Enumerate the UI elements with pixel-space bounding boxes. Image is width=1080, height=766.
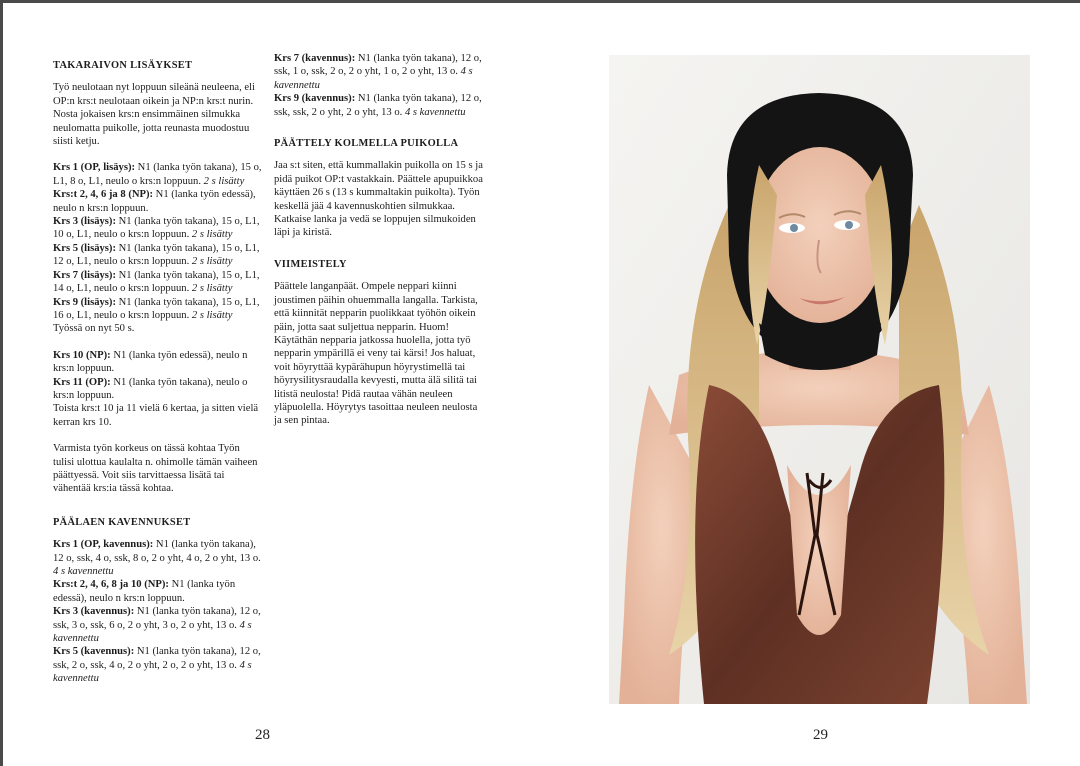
pattern-row: Krs 1 (OP, kavennus): N1 (lanka työn takana), 12 o, ssk, 4 o, ssk, 8 o, 2 o yht, 4 o, 2 o yht, 13 o. 4 s kavennettu bbox=[53, 539, 261, 577]
book-spread bbox=[3, 3, 1080, 766]
page-number-left: 28 bbox=[255, 727, 270, 743]
section-heading-paalaki: PÄÄLAEN KAVENNUKSET bbox=[53, 516, 191, 528]
stitch-count: Työssä on nyt 50 s. bbox=[53, 323, 135, 335]
pattern-row: Krs 7 (kavennus): N1 (lanka työn takana), 12 o, ssk, 1 o, ssk, 2 o, 2 o yht, 1 o, 2 o yht, 13 o. 4 s kavennettu bbox=[274, 53, 482, 91]
page-number-right: 29 bbox=[813, 727, 828, 743]
right-page bbox=[543, 3, 1080, 766]
left-page bbox=[3, 3, 543, 766]
finishing-text: Päättele langanpäät. Ompele neppari kiinni joustimen päihin ohuemmalla langalla. Tarkista, että kiinnität nepparin puolikkaat työhön oikein päin, jotta saat suljettua nepparin. Huom! Käytäthän nepparia jatkossa huolella, jotta työ nepparin ympärillä ei veny tai kärsi! Jos haluat, voit höyryttää kypärähupun höyrystimellä tai höyrysilitysraudalla kevyesti, mutta älä silitä tai litistä neulosta! Pidä rautaa vähän neuleen yläpuolella. Höyrytys tasoittaa neuleen neulosta ja sen pintaa. bbox=[274, 281, 478, 427]
pattern-row: Krs 5 (kavennus): N1 (lanka työn takana), 12 o, ssk, 2 o, ssk, 4 o, 2 o yht, 2 o, 2 o yht, 13 o. 4 s kavennettu bbox=[53, 646, 261, 685]
pattern-row: Krs 10 (NP): N1 (lanka työn edessä), neulo n krs:n loppuun. bbox=[53, 349, 248, 375]
section-heading-viimeistely: VIIMEISTELY bbox=[274, 258, 347, 270]
pattern-row: Krs 11 (OP): N1 (lanka työn takana), neulo o krs:n loppuun. bbox=[53, 376, 248, 401]
pattern-row: Krs 9 (lisäys): N1 (lanka työn takana), 15 o, L1, 16 o, L1, neulo o krs:n loppuun. 2 s lisätty bbox=[53, 296, 260, 321]
pattern-row: Krs 5 (lisäys): N1 (lanka työn takana), 15 o, L1, 12 o, L1, neulo o krs:n loppuun. 2 s lisätty bbox=[53, 242, 260, 268]
pattern-row: Krs 3 (lisäys): N1 (lanka työn takana), 15 o, L1, 10 o, L1, neulo o krs:n loppuun. 2 s lisätty bbox=[53, 216, 260, 241]
model-photo-icon bbox=[609, 55, 1030, 704]
repeat-instruction: Toista krs:t 10 ja 11 vielä 6 kertaa, ja sitten vielä kerran krs 10. bbox=[53, 403, 259, 428]
pattern-row: Krs 9 (kavennus): N1 (lanka työn takana), 12 o, ssk, ssk, 2 o yht, 2 o yht, 13 o. 4 s kavennettu bbox=[274, 93, 482, 118]
pattern-row: Krs:t 2, 4, 6 ja 8 (NP): N1 (lanka työn edessä), neulo n krs:n loppuun. bbox=[53, 189, 256, 214]
pattern-row: Krs 3 (kavennus): N1 (lanka työn takana), 12 o, ssk, 3 o, ssk, 6 o, 2 o yht, 3 o, 2 o yht, 13 o. 4 s kavennettu bbox=[53, 606, 261, 645]
pattern-row: Krs 1 (OP, lisäys): N1 (lanka työn takana), 15 o, L1, 8 o, L1, neulo o krs:n loppuun. 2 s lisätty bbox=[53, 162, 262, 187]
text-column-1 bbox=[53, 59, 263, 686]
pattern-row: Krs:t 2, 4, 6, 8 ja 10 (NP): N1 (lanka työn edessä), neulo n krs:n loppuun. bbox=[53, 579, 236, 604]
height-check-note: Varmista työn korkeus on tässä kohtaa Työn tulisi ulottua kaulalta n. ohimolle tämän vaiheen päättyessä. Voit siis tarvittaessa lisätä tai vähentää krs:ia tässä kohtaa. bbox=[53, 443, 258, 495]
pattern-row: Krs 7 (lisäys): N1 (lanka työn takana), 15 o, L1, 14 o, L1, neulo o krs:n loppuun. 2 s lisätty bbox=[53, 269, 260, 295]
bindoff-text: Jaa s:t siten, että kummallakin puikolla on 15 s ja pidä puikot OP:t vastakkain. Päättele apupuikkoa käyttäen 26 s (13 s kummaltakin puikolta). Työn keskellä jää 4 kavennuskohtien silmukkaa. Katkaise lanka ja vedä se loppujen silmukoiden läpi ja kiristä. bbox=[274, 160, 483, 239]
section-heading-takaraivo: TAKARAIVON LISÄYKSET bbox=[53, 60, 193, 71]
text-column-2 bbox=[274, 52, 486, 428]
section-heading-paattely: PÄÄTTELY KOLMELLA PUIKOLLA bbox=[274, 138, 459, 150]
section-intro: Työ neulotaan nyt loppuun sileänä neuleena, eli OP:n krs:t neulotaan oikein ja NP:n krs:t nurin. Nosta jokaisen krs:n ensimmäinen silmukka neulomatta puikolle, jotta reunasta muodostuu siisti ketju. bbox=[53, 82, 255, 148]
